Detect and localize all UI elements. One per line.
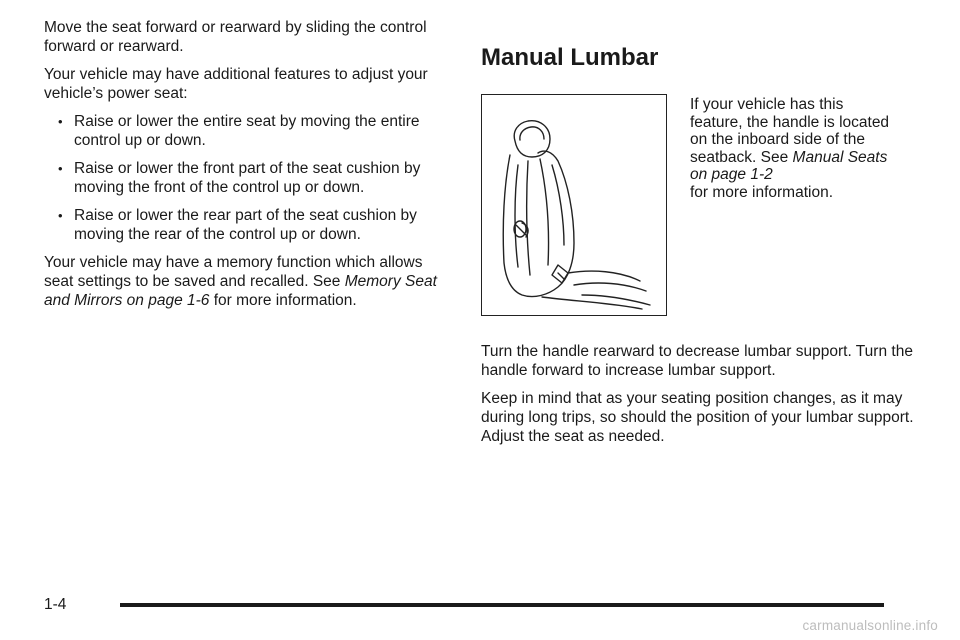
caption-lead-text: If your vehicle has this feature, the handle is located on the inboard side of the seatback. See bbox=[690, 96, 890, 166]
memory-seat-link[interactable]: Memory Seat and Mirrors on page 1-6 bbox=[44, 273, 437, 309]
list-item-text: Raise or lower the front part of the seat cushion by moving the front of the control up or down. bbox=[74, 160, 421, 196]
watermark: carmanualsonline.info bbox=[802, 618, 938, 633]
manual-seats-link[interactable]: Manual Seats on page 1-2 bbox=[690, 148, 888, 183]
paragraph-additional-features: Your vehicle may have additional features to adjust your vehicle’s power seat: bbox=[44, 66, 428, 102]
footer-divider bbox=[120, 603, 884, 607]
seat-illustration bbox=[481, 94, 667, 316]
paragraph-keep-in-mind: Keep in mind that as your seating position changes, as it may during long trips, so should the position of your lumbar support. Adjust the seat as needed. bbox=[481, 390, 914, 445]
figure-row bbox=[481, 94, 921, 320]
bullet-icon: • bbox=[58, 161, 63, 176]
paragraph-turn-handle: Turn the handle rearward to decrease lumbar support. Turn the handle forward to increase lumbar support. bbox=[481, 343, 913, 379]
caption-tail-text: for more information. bbox=[690, 183, 833, 201]
bullet-icon: • bbox=[58, 208, 63, 223]
list-item bbox=[44, 159, 454, 197]
right-column bbox=[481, 44, 921, 446]
list-item bbox=[44, 112, 454, 150]
section-heading: Manual Lumbar bbox=[481, 44, 659, 71]
memory-tail-text: for more information. bbox=[213, 292, 357, 309]
list-item-text: Raise or lower the entire seat by moving the entire control up or down. bbox=[74, 113, 420, 149]
paragraph-memory-function bbox=[44, 253, 454, 310]
memory-lead-text: Your vehicle may have a memory function which allows seat settings to be saved and recalled. See bbox=[44, 254, 423, 290]
paragraph-seat-slide: Move the seat forward or rearward by sliding the control forward or rearward. bbox=[44, 19, 427, 55]
list-item bbox=[44, 206, 454, 244]
feature-list bbox=[44, 112, 454, 244]
page-number: 1-4 bbox=[44, 596, 67, 613]
list-item-text: Raise or lower the rear part of the seat cushion by moving the rear of the control up or down. bbox=[74, 207, 417, 243]
figure-caption bbox=[690, 96, 900, 201]
bullet-icon: • bbox=[58, 114, 63, 129]
left-column bbox=[44, 18, 454, 310]
seatback-lumbar-handle-icon bbox=[482, 95, 666, 315]
